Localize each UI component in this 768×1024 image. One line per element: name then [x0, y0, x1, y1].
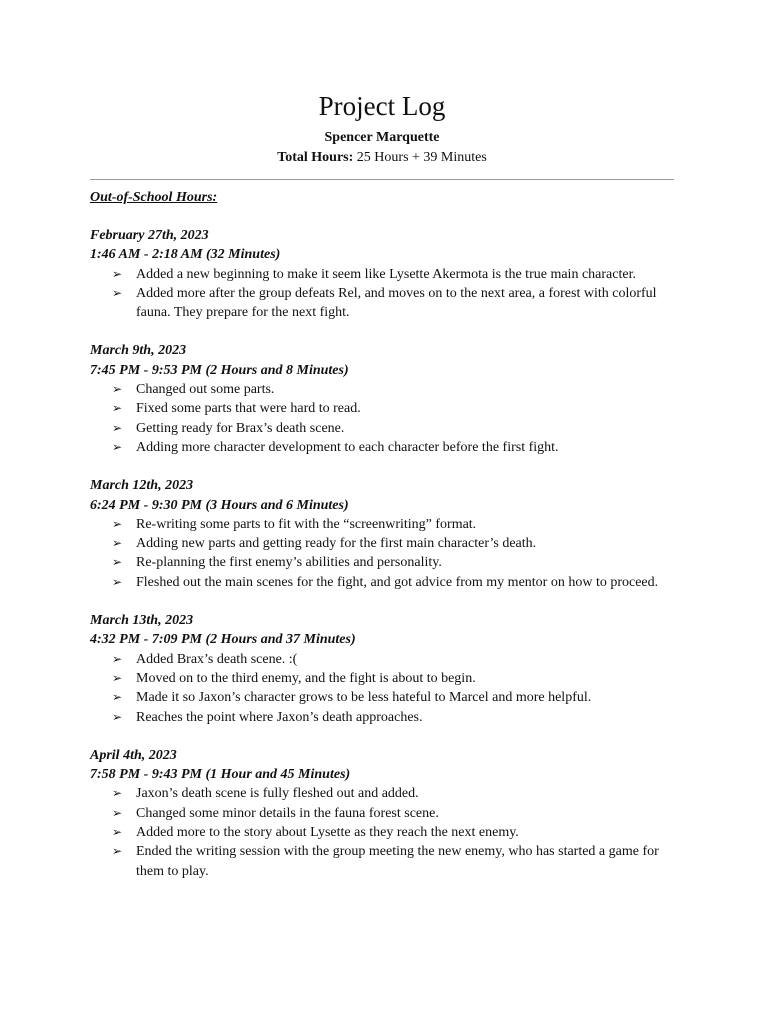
bullet-item: [90, 265, 674, 284]
bullet-item: [90, 553, 674, 572]
arrow-bullet-icon: ➢: [112, 574, 123, 589]
total-hours-label: Total Hours:: [277, 150, 354, 165]
bullet-text: Getting ready for Brax’s death scene.: [136, 420, 345, 436]
arrow-bullet-icon: ➢: [112, 420, 123, 435]
bullet-text: Changed some minor details in the fauna forest scene.: [136, 805, 439, 821]
log-entries: [90, 226, 674, 881]
bullet-text: Added more to the story about Lysette as they reach the next enemy.: [136, 825, 519, 841]
bullet-text: Fleshed out the main scenes for the fight, and got advice from my mentor on how to proceed.: [136, 574, 659, 590]
log-entry: [90, 611, 674, 727]
log-entry: [90, 226, 674, 322]
total-hours-value: 25 Hours + 39 Minutes: [353, 150, 487, 165]
bullet-text: Made it so Jaxon’s character grows to be less hateful to Marcel and more helpful.: [136, 690, 592, 706]
bullet-item: [90, 534, 674, 553]
entry-bullet-list: [90, 265, 674, 323]
bullet-item: [90, 284, 674, 323]
document-page: [90, 88, 674, 881]
bullet-item: [90, 688, 674, 707]
section-heading: Out-of-School Hours:: [90, 190, 218, 205]
bullet-text: Adding more character development to each character before the first fight.: [136, 439, 559, 455]
arrow-bullet-icon: ➢: [112, 786, 123, 801]
arrow-bullet-icon: ➢: [112, 825, 123, 840]
entry-date: March 12th, 2023: [90, 478, 194, 494]
arrow-bullet-icon: ➢: [112, 805, 123, 820]
bullet-item: [90, 823, 674, 842]
arrow-bullet-icon: ➢: [112, 555, 123, 570]
bullet-item: [90, 399, 674, 418]
entry-time-range: 4:32 PM - 7:09 PM (2 Hours and 37 Minutes): [90, 632, 356, 648]
bullet-item: [90, 669, 674, 688]
bullet-text: Added more after the group defeats Rel, and moves on to the next area, a forest with colorful fauna. They prepare for the next fight.: [136, 285, 657, 321]
bullet-text: Changed out some parts.: [136, 382, 275, 398]
bullet-text: Adding new parts and getting ready for the first main character’s death.: [136, 536, 537, 552]
bullet-text: Reaches the point where Jaxon’s death approaches.: [136, 709, 423, 725]
bullet-text: Jaxon’s death scene is fully fleshed out and added.: [136, 786, 419, 802]
entry-time-range: 6:24 PM - 9:30 PM (3 Hours and 6 Minutes): [90, 497, 349, 513]
bullet-text: Ended the writing session with the group meeting the new enemy, who has started a game for them to play.: [136, 844, 659, 879]
entry-time-range: 1:46 AM - 2:18 AM (32 Minutes): [90, 247, 281, 263]
entry-time-range: 7:58 PM - 9:43 PM (1 Hour and 45 Minutes): [90, 767, 351, 783]
arrow-bullet-icon: ➢: [112, 382, 123, 397]
entry-bullet-list: [90, 784, 674, 880]
horizontal-divider: [90, 179, 674, 180]
bullet-item: [90, 438, 674, 457]
arrow-bullet-icon: ➢: [112, 651, 123, 666]
bullet-text: Re-writing some parts to fit with the “screenwriting” format.: [136, 516, 477, 532]
log-entry: [90, 341, 674, 457]
arrow-bullet-icon: ➢: [112, 844, 123, 859]
bullet-text: Added a new beginning to make it seem like Lysette Akermota is the true main character.: [136, 266, 636, 282]
entry-date: March 13th, 2023: [90, 613, 194, 629]
log-entry: [90, 746, 674, 881]
arrow-bullet-icon: ➢: [112, 401, 123, 416]
total-hours: [90, 148, 674, 168]
bullet-item: [90, 380, 674, 399]
bullet-item: [90, 784, 674, 803]
bullet-item: [90, 573, 674, 592]
bullet-text: Moved on to the third enemy, and the fight is about to begin.: [136, 670, 476, 686]
entry-date: March 9th, 2023: [90, 343, 187, 359]
arrow-bullet-icon: ➢: [112, 266, 123, 281]
bullet-text: Re-planning the first enemy’s abilities and personality.: [136, 555, 442, 571]
author-name: Spencer Marquette: [324, 130, 440, 145]
bullet-item: [90, 650, 674, 669]
document-title: Project Log: [318, 91, 446, 121]
entry-date: February 27th, 2023: [90, 228, 209, 243]
bullet-text: Added Brax’s death scene. :(: [136, 651, 298, 667]
entry-bullet-list: [90, 650, 674, 727]
bullet-item: [90, 804, 674, 823]
bullet-item: [90, 842, 674, 881]
entry-date: April 4th, 2023: [90, 747, 177, 763]
arrow-bullet-icon: ➢: [112, 439, 123, 454]
arrow-bullet-icon: ➢: [112, 690, 123, 705]
arrow-bullet-icon: ➢: [112, 670, 123, 685]
arrow-bullet-icon: ➢: [112, 285, 123, 300]
entry-bullet-list: [90, 515, 674, 592]
bullet-text: Fixed some parts that were hard to read.: [136, 401, 361, 417]
bullet-item: [90, 708, 674, 727]
arrow-bullet-icon: ➢: [112, 709, 123, 724]
entry-bullet-list: [90, 380, 674, 457]
bullet-item: [90, 419, 674, 438]
entry-time-range: 7:45 PM - 9:53 PM (2 Hours and 8 Minutes): [90, 362, 349, 378]
arrow-bullet-icon: ➢: [112, 536, 123, 551]
log-entry: [90, 476, 674, 592]
arrow-bullet-icon: ➢: [112, 516, 123, 531]
bullet-item: [90, 515, 674, 534]
